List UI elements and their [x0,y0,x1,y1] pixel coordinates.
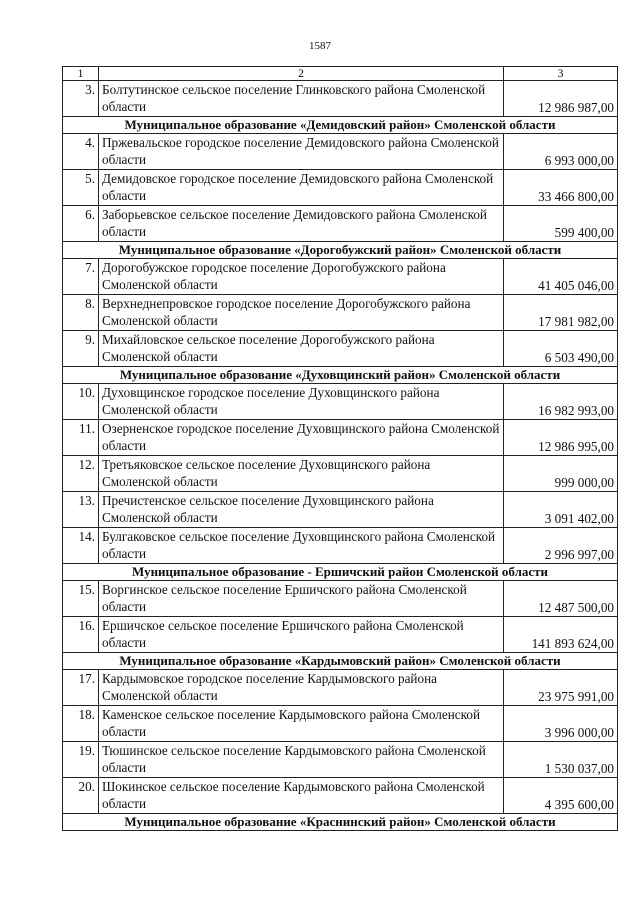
amount: 12 986 995,00 [504,420,618,456]
table-row [63,581,618,617]
row-number: 12. [63,456,99,492]
section-title: Муниципальное образование «Дорогобужский район» Смоленской области [63,242,618,259]
amount: 3 996 000,00 [504,706,618,742]
table-row [63,528,618,564]
table-body [63,67,618,831]
amount: 16 982 993,00 [504,384,618,420]
settlement-name: Михайловское сельское поселение Дорогобужского района Смоленской области [99,331,504,367]
section-header-row [63,367,618,384]
section-header-row [63,814,618,831]
settlement-name: Третьяковское сельское поселение Духовщинского района Смоленской области [99,456,504,492]
row-number: 18. [63,706,99,742]
amount: 23 975 991,00 [504,670,618,706]
row-number: 7. [63,259,99,295]
table-row [63,81,618,117]
page-number: 1587 [309,40,331,52]
table-row [63,331,618,367]
section-header-row [63,564,618,581]
table-row [63,206,618,242]
settlement-name: Каменское сельское поселение Кардымовского района Смоленской области [99,706,504,742]
table-row [63,778,618,814]
table-row [63,420,618,456]
row-number: 4. [63,134,99,170]
table-row [63,492,618,528]
section-header-row [63,117,618,134]
section-title: Муниципальное образование «Духовщинский район» Смоленской области [63,367,618,384]
settlement-name: Ершичское сельское поселение Ершичского района Смоленской области [99,617,504,653]
allocation-table [62,66,618,831]
row-number: 3. [63,81,99,117]
row-number: 19. [63,742,99,778]
row-number: 5. [63,170,99,206]
amount: 17 981 982,00 [504,295,618,331]
row-number: 10. [63,384,99,420]
section-title: Муниципальное образование «Демидовский район» Смоленской области [63,117,618,134]
table-row [63,617,618,653]
settlement-name: Верхнеднепровское городское поселение Дорогобужского района Смоленской области [99,295,504,331]
header-col-2: 2 [99,67,504,81]
table-row [63,456,618,492]
amount: 141 893 624,00 [504,617,618,653]
amount: 33 466 800,00 [504,170,618,206]
settlement-name: Кардымовское городское поселение Кардымовского района Смоленской области [99,670,504,706]
table-row [63,742,618,778]
table-row [63,134,618,170]
header-row [63,67,618,81]
section-title: Муниципальное образование «Кардымовский район» Смоленской области [63,653,618,670]
amount: 1 530 037,00 [504,742,618,778]
header-col-1: 1 [63,67,99,81]
table-row [63,670,618,706]
amount: 6 993 000,00 [504,134,618,170]
settlement-name: Дорогобужское городское поселение Дорогобужского района Смоленской области [99,259,504,295]
amount: 999 000,00 [504,456,618,492]
section-header-row [63,242,618,259]
settlement-name: Шокинское сельское поселение Кардымовского района Смоленской области [99,778,504,814]
table-row [63,706,618,742]
amount: 6 503 490,00 [504,331,618,367]
amount: 12 487 500,00 [504,581,618,617]
row-number: 15. [63,581,99,617]
settlement-name: Пржевальское городское поселение Демидовского района Смоленской области [99,134,504,170]
settlement-name: Озерненское городское поселение Духовщинского района Смоленской области [99,420,504,456]
row-number: 20. [63,778,99,814]
row-number: 17. [63,670,99,706]
section-title: Муниципальное образование «Краснинский район» Смоленской области [63,814,618,831]
row-number: 13. [63,492,99,528]
row-number: 9. [63,331,99,367]
row-number: 16. [63,617,99,653]
settlement-name: Пречистенское сельское поселение Духовщинского района Смоленской области [99,492,504,528]
settlement-name: Демидовское городское поселение Демидовского района Смоленской области [99,170,504,206]
settlement-name: Болтутинское сельское поселение Глинковского района Смоленской области [99,81,504,117]
section-header-row [63,653,618,670]
amount: 599 400,00 [504,206,618,242]
row-number: 8. [63,295,99,331]
settlement-name: Воргинское сельское поселение Ершичского района Смоленской области [99,581,504,617]
amount: 12 986 987,00 [504,81,618,117]
table-row [63,170,618,206]
amount: 41 405 046,00 [504,259,618,295]
row-number: 6. [63,206,99,242]
settlement-name: Тюшинское сельское поселение Кардымовского района Смоленской области [99,742,504,778]
header-col-3: 3 [504,67,618,81]
section-title: Муниципальное образование - Ершичский район Смоленской области [63,564,618,581]
settlement-name: Булгаковское сельское поселение Духовщинского района Смоленской области [99,528,504,564]
settlement-name: Духовщинское городское поселение Духовщинского района Смоленской области [99,384,504,420]
row-number: 11. [63,420,99,456]
amount: 3 091 402,00 [504,492,618,528]
row-number: 14. [63,528,99,564]
table-row [63,295,618,331]
table-row [63,384,618,420]
table-row [63,259,618,295]
amount: 2 996 997,00 [504,528,618,564]
settlement-name: Заборьевское сельское поселение Демидовского района Смоленской области [99,206,504,242]
amount: 4 395 600,00 [504,778,618,814]
